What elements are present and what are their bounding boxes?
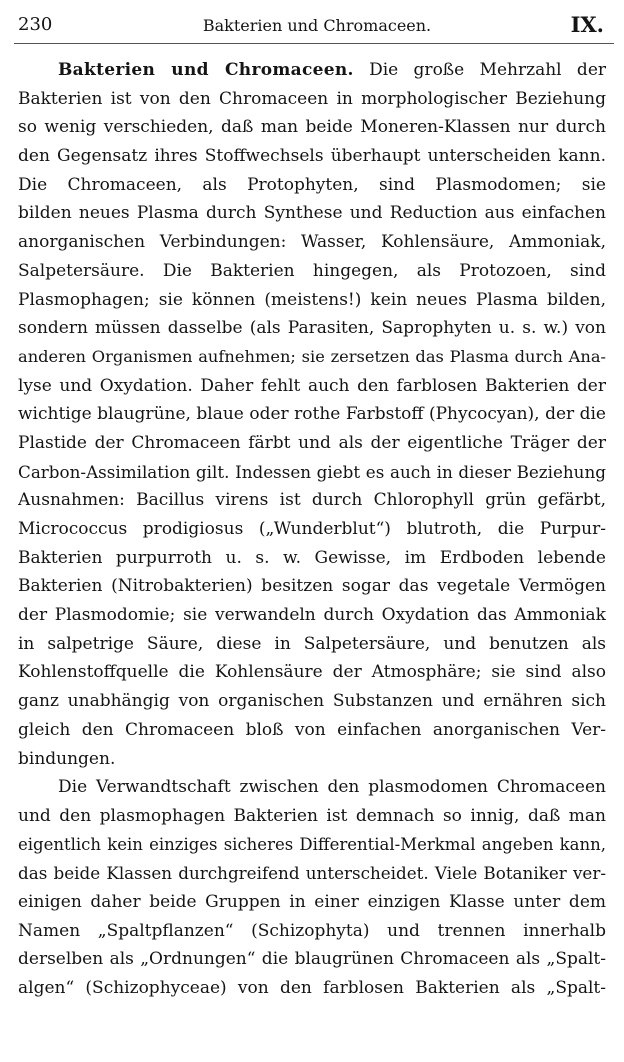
header-rule [14,43,614,44]
text-line: Bakterien ist von den Chromaceen in morphologischer Beziehung [18,88,606,109]
text-line: den Gegensatz ihres Stoffwechsels überhaupt unterscheiden kann. [18,146,606,167]
text-line: gleich den Chromaceen bloß von einfachen anorganischen Ver- [18,719,606,740]
text-line: Die Chromaceen, als Protophyten, sind Plasmodomen; sie [18,174,606,195]
page-header [18,10,616,38]
text-line: anorganischen Verbindungen: Wasser, Kohlensäure, Ammoniak, [18,232,606,253]
text-line: Kohlenstoffquelle die Kohlensäure der Atmosphäre; sie sind also [18,662,606,683]
text-line: einigen daher beide Gruppen in einer einzigen Klasse unter dem [18,891,606,912]
text-line: Salpetersäure. Die Bakterien hingegen, als Protozoen, sind [18,260,606,281]
text-line: Micrococcus prodigiosus („Wunderblut“) blutroth, die Purpur- [18,519,606,539]
text-line: derselben als „Ordnungen“ die blaugrünen Chromaceen als „Spalt- [18,949,606,970]
paragraph-1 [18,85,606,774]
paragraph-2 [18,773,606,1003]
text-line: Bakterien (Nitrobakterien) besitzen sogar das vegetale Vermögen [18,576,606,597]
text-line: anderen Organismen aufnehmen; sie zersetzen das Plasma durch Ana- [18,346,606,366]
text-line: Bakterien purpurroth u. s. w. Gewisse, im Erdboden lebende [18,547,606,568]
text-line: ganz unabhängig von organischen Substanzen und ernähren sich [18,691,606,712]
text-line: bilden neues Plasma durch Synthese und Reduction aus einfachen [18,203,606,224]
text-line: Ausnahmen: Bacillus virens ist durch Chlorophyll grün gefärbt, [18,490,606,511]
section-number: IX. [570,12,604,37]
text-line: so wenig verschieden, daß man beide Moneren-Klassen nur durch [18,117,606,138]
text-line: und den plasmophagen Bakterien ist demnach so innig, daß man [18,805,606,826]
running-title: Bakterien und Chromaceen. [202,16,432,35]
text-line [18,56,606,85]
text-line: algen“ (Schizophyceae) von den farblosen Bakterien als „Spalt- [18,978,606,998]
page-number: 230 [18,14,53,35]
text-line: sondern müssen dasselbe (als Parasiten, Saprophyten u. s. w.) von [18,318,606,339]
text-line: eigentlich kein einziges sicheres Differential-Merkmal angeben kann, [18,834,606,854]
text-line: das beide Klassen durchgreifend unterscheidet. Viele Botaniker ver- [18,863,606,884]
text-line: wichtige blaugrüne, blaue oder rothe Farbstoff (Phycocyan), der die [18,404,606,425]
text-line: Plasmophagen; sie können (meistens!) kein neues Plasma bilden, [18,289,606,310]
body-text [18,56,606,1003]
text-line: bindungen. [18,748,116,769]
text-line: Carbon-Assimilation gilt. Indessen giebt es auch in dieser Beziehung [18,461,606,482]
text-line: Die Verwandtschaft zwischen den plasmodomen Chromaceen [58,777,606,798]
text-line: in salpetrige Säure, diese in Salpetersäure, und benutzen als [18,633,606,654]
text-line: Namen „Spaltpflanzen“ (Schizophyta) und trennen innerhalb [18,920,606,941]
text-line: der Plasmodomie; sie verwandeln durch Oxydation das Ammoniak [18,605,606,626]
text-line: lyse und Oxydation. Daher fehlt auch den farblosen Bakterien der [18,375,606,396]
text-line: Plastide der Chromaceen färbt und als der eigentliche Träger der [18,432,606,453]
text-run: Die große Mehrzahl der [369,60,606,80]
section-heading: Bakterien und Chromaceen. [58,60,354,80]
